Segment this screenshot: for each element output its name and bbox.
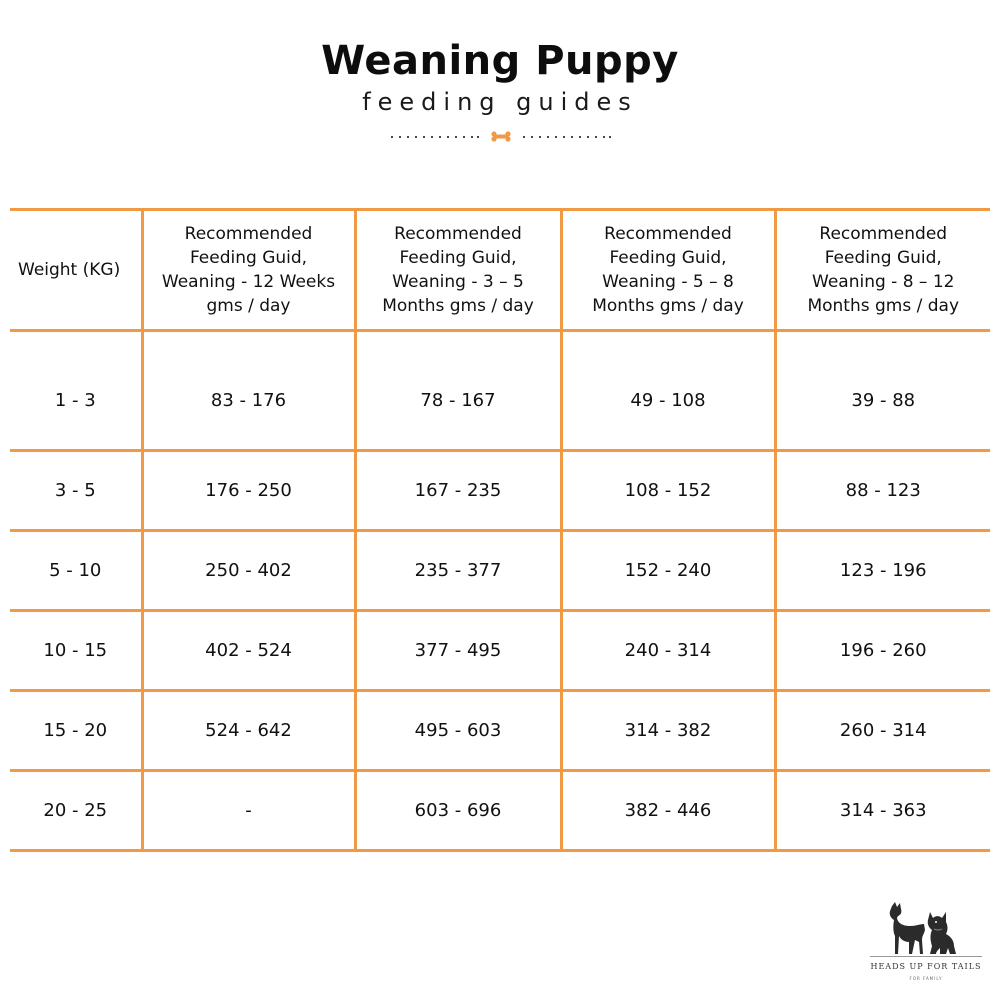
table-row bbox=[10, 611, 990, 691]
cell-value: 167 - 235 bbox=[355, 451, 561, 531]
cell-value: 176 - 250 bbox=[142, 451, 355, 531]
cell-value: 377 - 495 bbox=[355, 611, 561, 691]
header-line: Weaning - 3 – 5 bbox=[392, 272, 524, 292]
title-divider bbox=[390, 128, 612, 144]
cell-value: 78 - 167 bbox=[355, 331, 561, 451]
header-5-8-months bbox=[561, 210, 775, 331]
header-12-weeks bbox=[142, 210, 355, 331]
header-line: Weaning - 5 – 8 bbox=[602, 272, 734, 292]
header-line: Feeding Guid, bbox=[189, 248, 308, 268]
feeding-guide-table bbox=[10, 208, 990, 852]
header-line: Weight (KG) bbox=[18, 260, 121, 280]
header-line: Months gms / day bbox=[807, 296, 960, 316]
cell-value: 240 - 314 bbox=[561, 611, 775, 691]
table-row bbox=[10, 331, 990, 451]
cell-value: 314 - 382 bbox=[561, 691, 775, 771]
cell-value: 235 - 377 bbox=[355, 531, 561, 611]
cell-value: 39 - 88 bbox=[775, 331, 990, 451]
cell-value: 603 - 696 bbox=[355, 771, 561, 851]
page-title: Weaning Puppy bbox=[321, 38, 679, 84]
cell-value: 250 - 402 bbox=[142, 531, 355, 611]
cell-weight: 20 - 25 bbox=[10, 771, 142, 851]
cell-value: 260 - 314 bbox=[775, 691, 990, 771]
table-row bbox=[10, 531, 990, 611]
table-row bbox=[10, 451, 990, 531]
header-line: Months gms / day bbox=[592, 296, 744, 316]
header-line: Recommended bbox=[819, 224, 948, 244]
cell-value: 196 - 260 bbox=[775, 611, 990, 691]
brand-logo bbox=[866, 900, 986, 990]
brand-name: HEADS UP FOR TAILS bbox=[870, 962, 982, 971]
dog-logo-icon bbox=[884, 900, 968, 956]
cell-value: 402 - 524 bbox=[142, 611, 355, 691]
header-line: Weaning - 12 Weeks bbox=[161, 272, 336, 292]
header-line: gms / day bbox=[206, 296, 291, 316]
cell-value: 495 - 603 bbox=[355, 691, 561, 771]
divider-dots-left bbox=[391, 136, 479, 138]
table-row bbox=[10, 771, 990, 851]
cell-value: 123 - 196 bbox=[775, 531, 990, 611]
cell-value: 88 - 123 bbox=[775, 451, 990, 531]
header-line: Recommended bbox=[184, 224, 313, 244]
cell-weight: 15 - 20 bbox=[10, 691, 142, 771]
cell-value: 49 - 108 bbox=[561, 331, 775, 451]
header-8-12-months bbox=[775, 210, 990, 331]
brand-tagline: FOR FAMILY bbox=[909, 976, 943, 981]
cell-value: - bbox=[142, 771, 355, 851]
cell-weight: 1 - 3 bbox=[10, 331, 142, 451]
header-line: Feeding Guid, bbox=[824, 248, 942, 268]
cell-value: 382 - 446 bbox=[561, 771, 775, 851]
cell-value: 524 - 642 bbox=[142, 691, 355, 771]
header-line: Recommended bbox=[604, 224, 732, 244]
table-row bbox=[10, 691, 990, 771]
cell-value: 108 - 152 bbox=[561, 451, 775, 531]
table-header-row bbox=[10, 210, 990, 331]
cell-weight: 5 - 10 bbox=[10, 531, 142, 611]
cell-weight: 10 - 15 bbox=[10, 611, 142, 691]
header-line: Weaning - 8 – 12 bbox=[812, 272, 955, 292]
cell-weight: 3 - 5 bbox=[10, 451, 142, 531]
cell-value: 83 - 176 bbox=[142, 331, 355, 451]
page-subtitle: feeding guides bbox=[362, 88, 638, 116]
divider-dots-right bbox=[523, 136, 611, 138]
header-weight bbox=[10, 210, 142, 331]
header-line: Months gms / day bbox=[382, 296, 534, 316]
cell-value: 152 - 240 bbox=[561, 531, 775, 611]
logo-divider bbox=[870, 956, 982, 957]
bone-icon bbox=[491, 131, 510, 141]
cell-value: 314 - 363 bbox=[775, 771, 990, 851]
header-line: Feeding Guid, bbox=[399, 248, 517, 268]
header-line: Recommended bbox=[394, 224, 522, 244]
header-line: Feeding Guid, bbox=[609, 248, 727, 268]
header-3-5-months bbox=[355, 210, 561, 331]
